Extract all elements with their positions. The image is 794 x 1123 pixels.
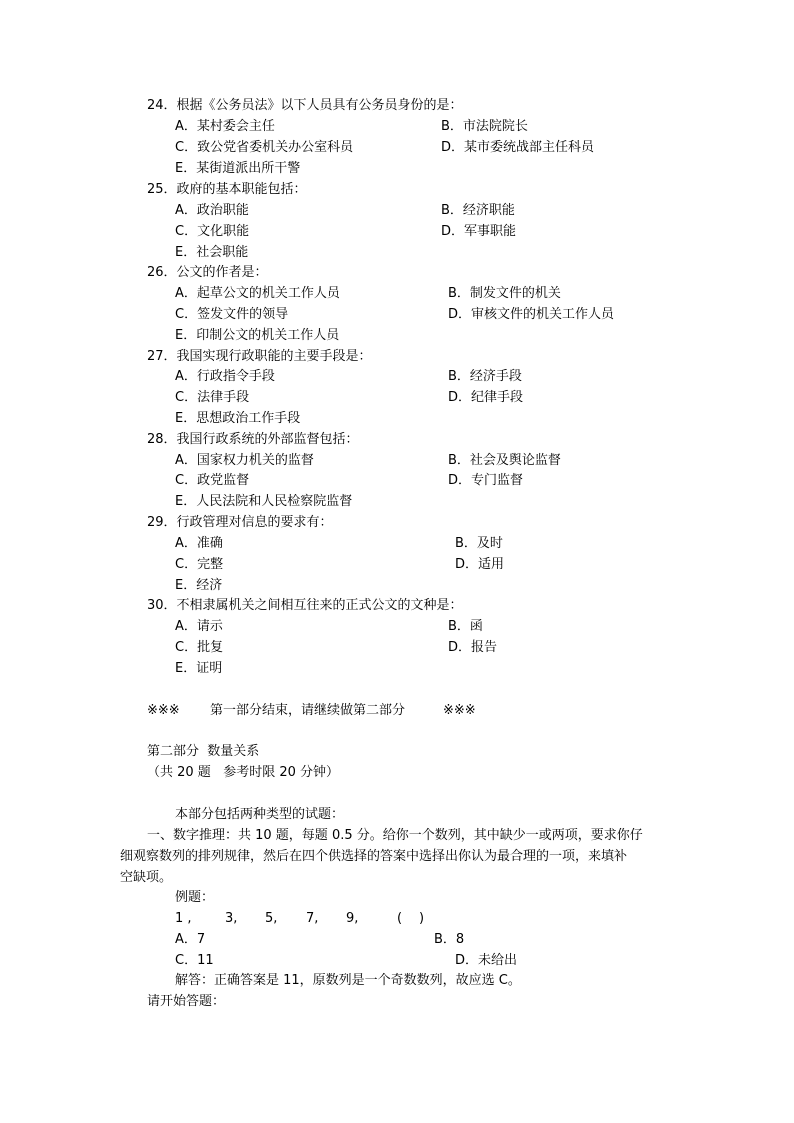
option-b: B．市法院院长 <box>441 119 528 134</box>
option-a: A．准确 <box>175 536 223 551</box>
option-c: C．文化职能 <box>175 224 250 239</box>
section1-line-2: 细观察数列的排列规律，然后在四个供选择的答案中选择出你认为最合理的一项，来填补 <box>120 849 628 864</box>
example-option-d: D．未给出 <box>455 953 518 968</box>
question-24-stem: 24．根据《公务员法》以下人员具有公务员身份的是： <box>147 98 463 113</box>
option-b: B．及时 <box>455 536 503 551</box>
option-e: E．印制公文的机关工作人员 <box>175 328 340 343</box>
option-c: C．政党监督 <box>175 473 250 488</box>
option-d: D．报告 <box>448 640 498 655</box>
option-b: B．经济手段 <box>448 369 522 384</box>
option-b: B．制发文件的机关 <box>448 286 561 301</box>
section1-line-1: 一、数字推理：共 10 题，每题 0.5 分。给你一个数列，其中缺少一或两项，要求你仔 <box>147 828 643 843</box>
option-a: A．某村委会主任 <box>175 119 275 134</box>
option-a: A．政治职能 <box>175 203 249 218</box>
option-c: C．完整 <box>175 557 224 572</box>
sequence-term: 9, <box>346 911 359 926</box>
end-marker-left: ※※※ <box>147 703 180 718</box>
question-26-stem: 26．公文的作者是： <box>147 265 268 280</box>
part2-intro: 本部分包括两种类型的试题： <box>175 807 345 822</box>
question-30-stem: 30．不相隶属机关之间相互往来的正式公文的文种是： <box>147 598 463 613</box>
option-e: E．社会职能 <box>175 245 249 260</box>
start-prompt: 请开始答题： <box>147 994 226 1009</box>
option-b: B．函 <box>448 619 483 634</box>
option-a: A．国家权力机关的监督 <box>175 453 314 468</box>
option-c: C．批复 <box>175 640 224 655</box>
option-e: E．某街道派出所干警 <box>175 161 301 176</box>
option-d: D．专门监督 <box>448 473 524 488</box>
option-e: E．思想政治工作手段 <box>175 411 301 426</box>
example-option-a: A．7 <box>175 932 206 947</box>
question-29-stem: 29．行政管理对信息的要求有： <box>147 515 333 530</box>
end-marker-right: ※※※ <box>443 703 476 718</box>
question-25-stem: 25．政府的基本职能包括： <box>147 182 307 197</box>
example-label: 例题： <box>175 890 215 905</box>
part2-subtitle: （共 20 题 参考时限 20 分钟） <box>147 765 340 780</box>
option-d: D．军事职能 <box>441 224 517 239</box>
sequence-blank-open: ( <box>397 911 403 926</box>
part1-end-text: 第一部分结束，请继续做第二部分 <box>210 703 406 718</box>
option-d: D．审核文件的机关工作人员 <box>448 307 615 322</box>
sequence-blank-close: ) <box>419 911 425 926</box>
section1-line-3: 空缺项。 <box>120 870 173 885</box>
option-a: A．起草公文的机关工作人员 <box>175 286 340 301</box>
question-28-stem: 28．我国行政系统的外部监督包括： <box>147 432 359 447</box>
option-e: E．证明 <box>175 661 223 676</box>
option-a: A．行政指令手段 <box>175 369 275 384</box>
part2-title: 第二部分 数量关系 <box>147 744 260 759</box>
option-d: D．适用 <box>455 557 505 572</box>
option-c: C．法律手段 <box>175 390 250 405</box>
option-c: C．签发文件的领导 <box>175 307 289 322</box>
option-d: D．某市委统战部主任科员 <box>441 140 595 155</box>
example-option-b: B．8 <box>434 932 465 947</box>
example-answer: 解答：正确答案是 11，原数列是一个奇数数列，故应选 C。 <box>175 973 521 988</box>
sequence-term: 1 , <box>175 911 192 926</box>
option-e: E．经济 <box>175 578 223 593</box>
option-b: B．社会及舆论监督 <box>448 453 561 468</box>
option-a: A．请示 <box>175 619 223 634</box>
option-d: D．纪律手段 <box>448 390 524 405</box>
option-c: C．致公党省委机关办公室科员 <box>175 140 354 155</box>
option-e: E．人民法院和人民检察院监督 <box>175 494 353 509</box>
example-option-c: C．11 <box>175 953 214 968</box>
sequence-term: 3, <box>225 911 238 926</box>
sequence-term: 7, <box>306 911 319 926</box>
sequence-term: 5, <box>265 911 278 926</box>
question-27-stem: 27．我国实现行政职能的主要手段是： <box>147 349 372 364</box>
option-b: B．经济职能 <box>441 203 515 218</box>
